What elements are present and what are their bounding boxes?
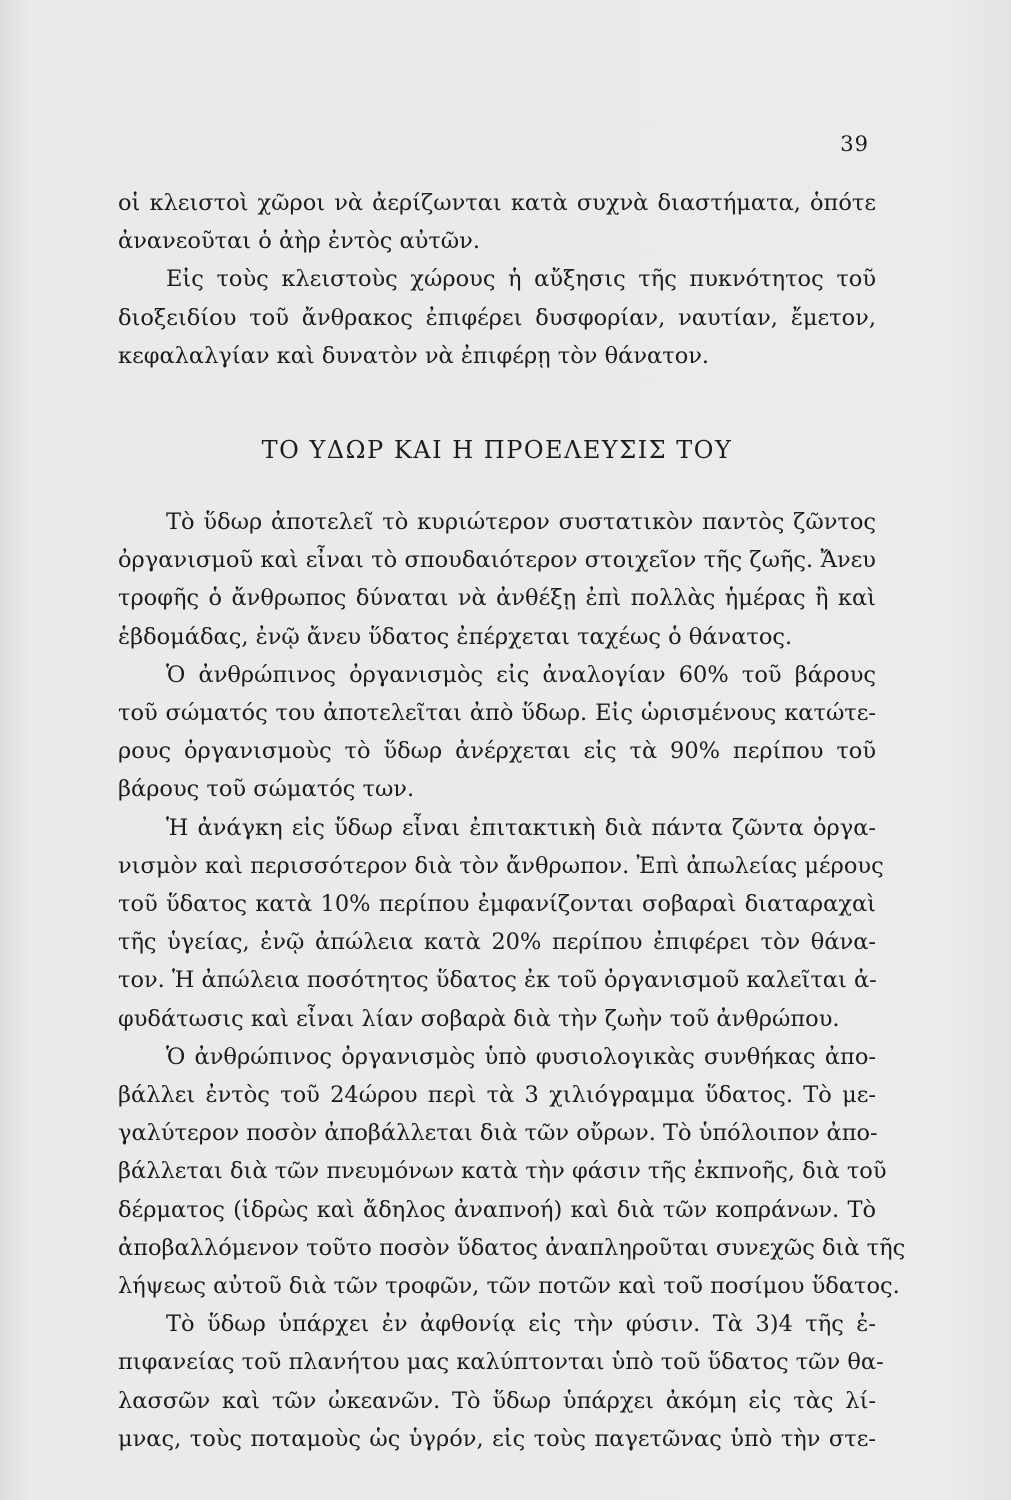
- text-line: Εἰς τοὺς κλειστοὺς χώρους ἡ αὔξησις τῆς πυκνότητος τοῦ: [166, 266, 876, 293]
- text-line: πιφανείας τοῦ πλανήτου μας καλύπτονται ὑπὸ τοῦ ὕδατος τῶν θα-: [118, 1349, 884, 1376]
- text-line: κεφαλαλγίαν καὶ δυνατὸν νὰ ἐπιφέρῃ τὸν θάνατον.: [118, 342, 710, 369]
- text-line: τροφῆς ὁ ἄνθρωπος δύναται νὰ ἀνθέξῃ ἐπὶ πολλὰς ἡμέρας ἢ καὶ: [118, 585, 876, 612]
- page-number: 39: [840, 132, 869, 156]
- text-line: νισμὸν καὶ περισσότερον διὰ τὸν ἄνθρωπον. Ἐπὶ ἀπωλείας μέρους: [118, 852, 884, 879]
- text-line: τον. Ἡ ἀπώλεια ποσότητος ὕδατος ἐκ τοῦ ὀργανισμοῦ καλεῖται ἀ-: [118, 967, 877, 994]
- text-line: ρους ὀργανισμοὺς τὸ ὕδωρ ἀνέρχεται εἰς τὰ 90% περίπου τοῦ: [118, 738, 876, 765]
- text-line: φυδάτωσις καὶ εἶναι λίαν σοβαρὰ διὰ τὴν ζωὴν τοῦ ἀνθρώπου.: [118, 1005, 840, 1032]
- text-line: Τὸ ὕδωρ ὑπάρχει ἐν ἀφθονίᾳ εἰς τὴν φύσιν. Τὰ 3)4 τῆς ἐ-: [166, 1311, 876, 1338]
- text-line: τῆς ὑγείας, ἐνῷ ἀπώλεια κατὰ 20% περίπου ἐπιφέρει τὸν θάνα-: [118, 929, 876, 956]
- text-line: γαλύτερον ποσὸν ἀποβάλλεται διὰ τῶν οὔρων. Τὸ ὑπόλοιπον ἀπο-: [118, 1120, 878, 1147]
- text-line: ἀνανεοῦται ὁ ἀὴρ ἐντὸς αὐτῶν.: [118, 228, 480, 255]
- text-line: Ὁ ἀνθρώπινος ὀργανισμὸς ὑπὸ φυσιολογικὰς συνθήκας ἀπο-: [166, 1043, 876, 1070]
- text-line: βάλλεται διὰ τῶν πνευμόνων κατὰ τὴν φάσιν τῆς ἐκπνοῆς, διὰ τοῦ: [118, 1158, 887, 1185]
- text-line: βάλλει ἐντὸς τοῦ 24ώρου περὶ τὰ 3 χιλιόγραμμα ὕδατος. Τὸ με-: [118, 1082, 876, 1109]
- text-line: διοξειδίου τοῦ ἄνθρακος ἐπιφέρει δυσφορίαν, ναυτίαν, ἔμετον,: [118, 304, 876, 331]
- text-line: βάρους τοῦ σώματός των.: [118, 776, 415, 803]
- text-line: Ἡ ἀνάγκη εἰς ὕδωρ εἶναι ἐπιτακτικὴ διὰ πάντα ζῶντα ὀργα-: [166, 814, 876, 841]
- intro-paragraphs: [118, 184, 876, 375]
- text-line: οἱ κλειστοὶ χῶροι νὰ ἀερίζωνται κατὰ συχνὰ διαστήματα, ὁπότε: [118, 190, 876, 216]
- text-line: ἀποβαλλόμενον τοῦτο ποσὸν ὕδατος ἀναπληροῦται συνεχῶς διὰ τῆς: [118, 1234, 906, 1261]
- text-line: ὀργανισμοῦ καὶ εἶναι τὸ σπουδαιότερον στοιχεῖον τῆς ζωῆς. Ἄνευ: [118, 547, 876, 574]
- section-body: [118, 503, 906, 1458]
- text-line: ἑβδομάδας, ἐνῷ ἄνευ ὕδατος ἐπέρχεται ταχέως ὁ θάνατος.: [118, 623, 793, 650]
- text-line: λασσῶν καὶ τῶν ὠκεανῶν. Τὸ ὕδωρ ὑπάρχει ἀκόμη εἰς τὰς λί-: [118, 1387, 876, 1414]
- section-heading: ΤΟ ΥΔΩΡ ΚΑΙ Η ΠΡΟΕΛΕΥΣΙΣ ΤΟΥ: [261, 436, 733, 464]
- text-line: τοῦ ὕδατος κατὰ 10% περίπου ἐμφανίζονται σοβαραὶ διαταραχαὶ: [118, 891, 876, 918]
- text-line: μνας, τοὺς ποταμοὺς ὡς ὑγρόν, εἰς τοὺς παγετῶνας ὑπὸ τὴν στε-: [118, 1425, 876, 1452]
- text-line: δέρματος (ἱδρὼς καὶ ἄδηλος ἀναπνοή) καὶ διὰ τῶν κοπράνων. Τὸ: [118, 1196, 876, 1223]
- text-line: τοῦ σώματός του ἀποτελεῖται ἀπὸ ὕδωρ. Εἰς ὡρισμένους κατώτε-: [118, 700, 876, 727]
- text-line: Τὸ ὕδωρ ἀποτελεῖ τὸ κυριώτερον συστατικὸν παντὸς ζῶντος: [166, 509, 876, 535]
- text-line: Ὁ ἀνθρώπινος ὀργανισμὸς εἰς ἀναλογίαν 60% τοῦ βάρους: [166, 661, 876, 688]
- text-line: λήψεως αὐτοῦ διὰ τῶν τροφῶν, τῶν ποτῶν καὶ τοῦ ποσίμου ὕδατος.: [118, 1273, 900, 1300]
